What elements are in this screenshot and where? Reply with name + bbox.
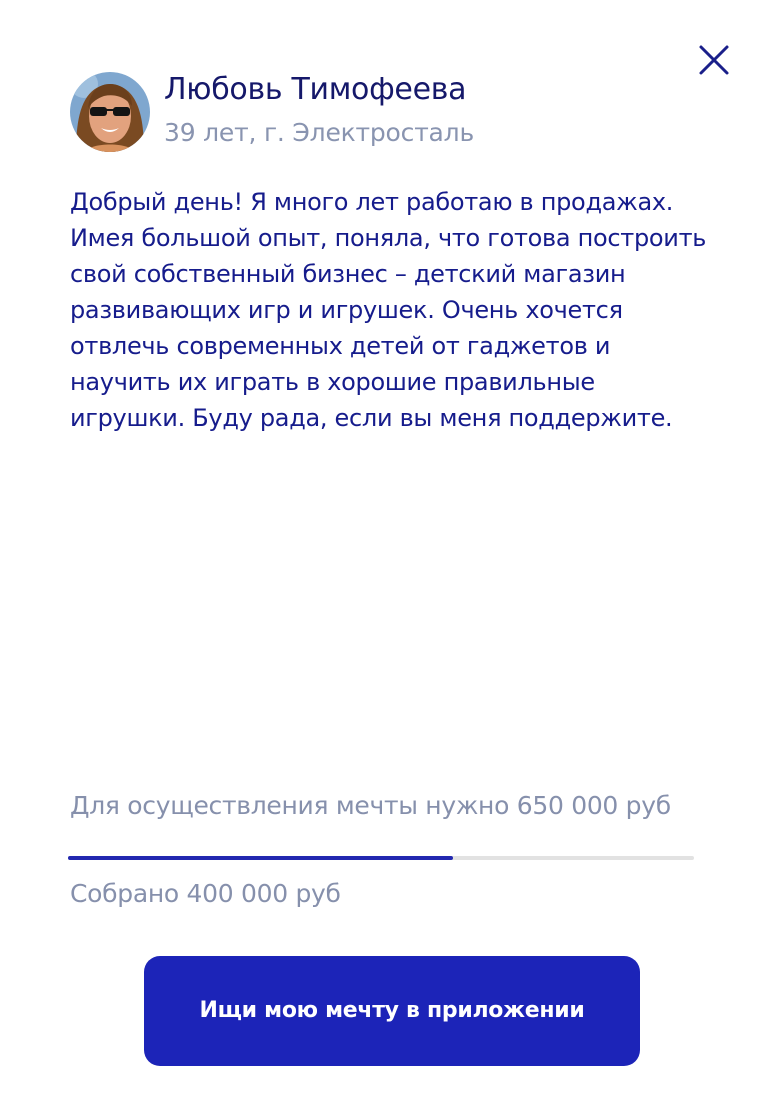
- user-name: Любовь Тимофеева: [164, 72, 467, 107]
- progress-bar: [68, 856, 694, 860]
- story-text: Добрый день! Я много лет работаю в продажах. Имея большой опыт, поняла, что готова построить свой собственный бизнес – детский магазин развивающих игр и игрушек. Очень хочется отвлечь современных детей от гаджетов и научить их играть в хорошие правильные игрушки. Буду рада, если вы меня поддержите.: [70, 188, 707, 432]
- avatar: [70, 72, 150, 152]
- avatar-photo: [70, 72, 150, 152]
- open-app-button[interactable]: Ищи мою мечту в приложении: [144, 956, 640, 1066]
- user-details: 39 лет, г. Электросталь: [164, 118, 474, 147]
- close-icon: [696, 42, 732, 78]
- raised-text: Собрано 400 000 руб: [70, 879, 341, 908]
- close-button[interactable]: [696, 42, 732, 78]
- profile-header: [70, 72, 670, 154]
- goal-text: Для осуществления мечты нужно 650 000 руб: [70, 791, 671, 820]
- progress-fill: [68, 856, 453, 860]
